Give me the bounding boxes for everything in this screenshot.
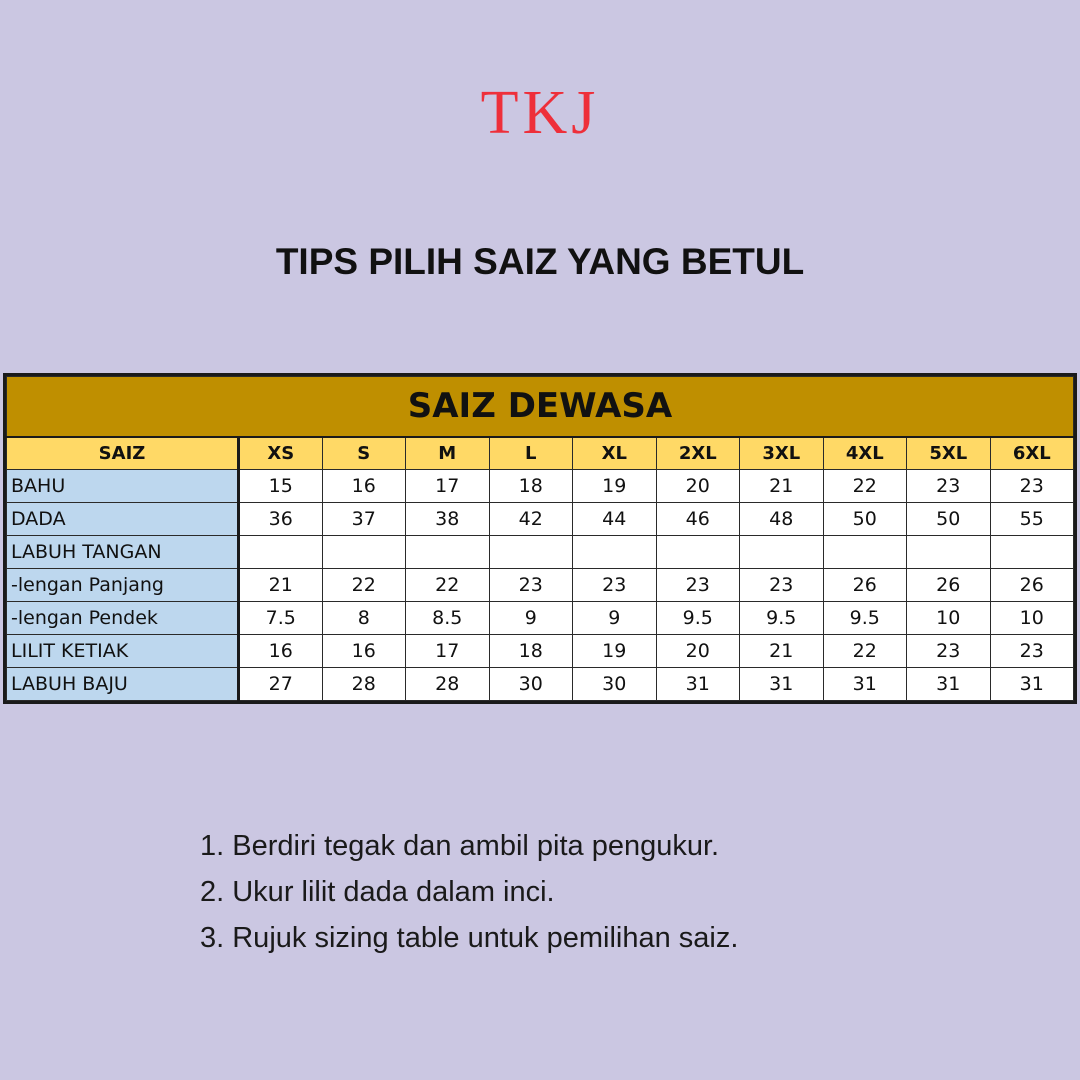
table-cell bbox=[823, 536, 907, 569]
table-row bbox=[7, 602, 1074, 635]
table-cell: 8.5 bbox=[406, 602, 490, 635]
table-cell: 55 bbox=[990, 503, 1074, 536]
size-table bbox=[6, 376, 1074, 701]
table-cell: 48 bbox=[740, 503, 824, 536]
table-cell: 23 bbox=[489, 569, 573, 602]
table-cell bbox=[907, 536, 991, 569]
table-row bbox=[7, 668, 1074, 701]
table-cell: 38 bbox=[406, 503, 490, 536]
table-cell: 9.5 bbox=[656, 602, 740, 635]
row-label: LABUH BAJU bbox=[7, 668, 239, 701]
table-cell: 20 bbox=[656, 635, 740, 668]
size-header-4xl: 4XL bbox=[823, 437, 907, 470]
row-label: LILIT KETIAK bbox=[7, 635, 239, 668]
table-cell: 9.5 bbox=[740, 602, 824, 635]
table-row bbox=[7, 503, 1074, 536]
table-cell: 30 bbox=[489, 668, 573, 701]
page-heading: TIPS PILIH SAIZ YANG BETUL bbox=[275, 241, 805, 282]
table-cell: 23 bbox=[907, 635, 991, 668]
table-cell: 23 bbox=[907, 470, 991, 503]
table-cell: 36 bbox=[239, 503, 323, 536]
table-cell: 9 bbox=[489, 602, 573, 635]
table-cell: 21 bbox=[740, 635, 824, 668]
table-cell: 27 bbox=[239, 668, 323, 701]
table-cell: 20 bbox=[656, 470, 740, 503]
table-cell: 16 bbox=[322, 635, 406, 668]
instruction-item: 1. Berdiri tegak dan ambil pita pengukur. bbox=[200, 830, 720, 862]
size-header-row bbox=[7, 437, 1074, 470]
table-cell: 16 bbox=[239, 635, 323, 668]
table-cell: 22 bbox=[823, 635, 907, 668]
table-cell: 22 bbox=[823, 470, 907, 503]
row-label: LABUH TANGAN bbox=[7, 536, 239, 569]
table-cell: 44 bbox=[573, 503, 657, 536]
size-header-3xl: 3XL bbox=[740, 437, 824, 470]
row-label: -lengan Panjang bbox=[7, 569, 239, 602]
table-cell bbox=[489, 536, 573, 569]
table-cell: 9.5 bbox=[823, 602, 907, 635]
table-cell: 31 bbox=[990, 668, 1074, 701]
table-cell: 22 bbox=[406, 569, 490, 602]
table-cell: 23 bbox=[656, 569, 740, 602]
table-cell: 28 bbox=[322, 668, 406, 701]
table-cell: 8 bbox=[322, 602, 406, 635]
table-cell bbox=[990, 536, 1074, 569]
row-label: -lengan Pendek bbox=[7, 602, 239, 635]
table-cell: 9 bbox=[573, 602, 657, 635]
table-cell bbox=[740, 536, 824, 569]
size-header-5xl: 5XL bbox=[907, 437, 991, 470]
table-cell: 42 bbox=[489, 503, 573, 536]
table-cell: 37 bbox=[322, 503, 406, 536]
table-row bbox=[7, 635, 1074, 668]
table-cell: 21 bbox=[740, 470, 824, 503]
table-cell: 26 bbox=[823, 569, 907, 602]
instruction-item: 2. Ukur lilit dada dalam inci. bbox=[200, 876, 555, 908]
table-cell: 17 bbox=[406, 635, 490, 668]
brand-logo: TKJ bbox=[480, 79, 600, 147]
table-cell: 19 bbox=[573, 635, 657, 668]
table-cell: 23 bbox=[573, 569, 657, 602]
table-cell: 21 bbox=[239, 569, 323, 602]
table-row bbox=[7, 569, 1074, 602]
table-cell: 30 bbox=[573, 668, 657, 701]
table-cell: 16 bbox=[322, 470, 406, 503]
table-cell: 10 bbox=[990, 602, 1074, 635]
table-cell: 46 bbox=[656, 503, 740, 536]
table-cell: 7.5 bbox=[239, 602, 323, 635]
table-row bbox=[7, 470, 1074, 503]
table-cell: 19 bbox=[573, 470, 657, 503]
size-header-2xl: 2XL bbox=[656, 437, 740, 470]
table-cell: 31 bbox=[740, 668, 824, 701]
table-cell bbox=[406, 536, 490, 569]
table-cell: 31 bbox=[907, 668, 991, 701]
table-cell: 31 bbox=[823, 668, 907, 701]
table-cell: 18 bbox=[489, 635, 573, 668]
row-label: BAHU bbox=[7, 470, 239, 503]
table-cell bbox=[573, 536, 657, 569]
table-cell: 15 bbox=[239, 470, 323, 503]
size-header-6xl: 6XL bbox=[990, 437, 1074, 470]
instruction-item: 3. Rujuk sizing table untuk pemilihan saiz. bbox=[200, 922, 739, 954]
row-label: DADA bbox=[7, 503, 239, 536]
table-cell: 23 bbox=[740, 569, 824, 602]
table-row bbox=[7, 536, 1074, 569]
instructions-list bbox=[200, 823, 738, 961]
size-header-l: L bbox=[489, 437, 573, 470]
table-cell: 23 bbox=[990, 635, 1074, 668]
table-cell: 50 bbox=[907, 503, 991, 536]
table-cell bbox=[656, 536, 740, 569]
table-cell bbox=[322, 536, 406, 569]
table-cell: 31 bbox=[656, 668, 740, 701]
table-cell: 23 bbox=[990, 470, 1074, 503]
table-cell: 17 bbox=[406, 470, 490, 503]
size-header-xl: XL bbox=[573, 437, 657, 470]
size-chart bbox=[3, 373, 1077, 704]
table-cell: 22 bbox=[322, 569, 406, 602]
size-header-xs: XS bbox=[239, 437, 323, 470]
table-cell: 18 bbox=[489, 470, 573, 503]
table-title: SAIZ DEWASA bbox=[7, 377, 1074, 437]
table-cell: 26 bbox=[990, 569, 1074, 602]
size-header-s: S bbox=[322, 437, 406, 470]
table-cell: 26 bbox=[907, 569, 991, 602]
table-cell bbox=[239, 536, 323, 569]
size-header-m: M bbox=[406, 437, 490, 470]
table-cell: 50 bbox=[823, 503, 907, 536]
size-header-label: SAIZ bbox=[7, 437, 239, 470]
table-title-row bbox=[7, 377, 1074, 437]
table-cell: 28 bbox=[406, 668, 490, 701]
table-cell: 10 bbox=[907, 602, 991, 635]
